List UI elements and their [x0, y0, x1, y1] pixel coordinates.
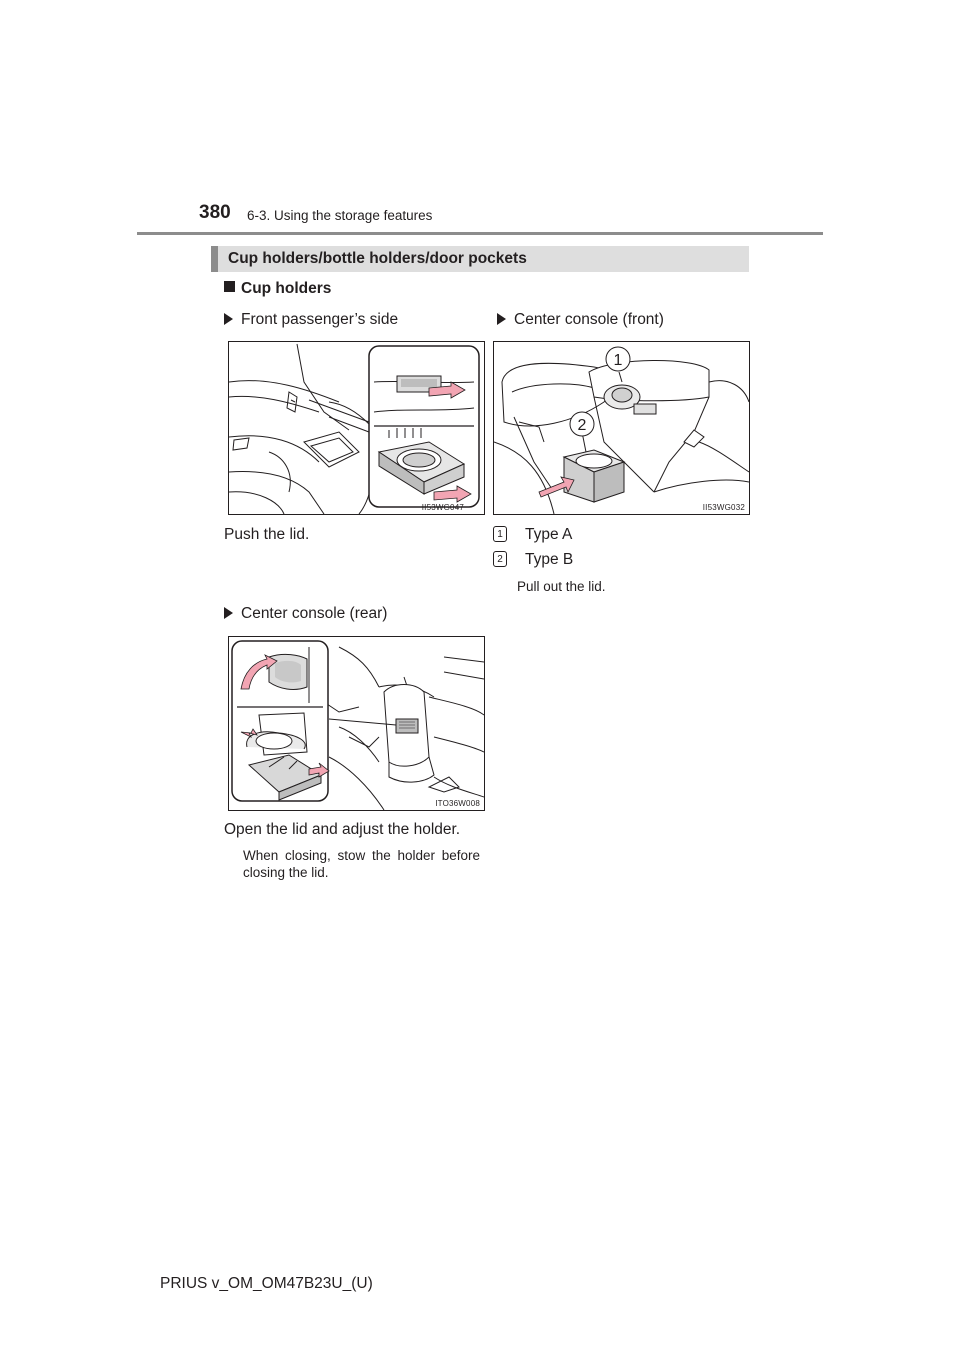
center-front-figure-code: II53WG032 [702, 503, 745, 512]
front-passenger-figure [228, 341, 485, 515]
center-front-item-2 [493, 551, 573, 569]
callout-1-text: 1 [613, 352, 623, 369]
center-front-note: Pull out the lid. [517, 579, 606, 594]
center-rear-caption: Open the lid and adjust the holder. [224, 821, 461, 838]
subheading-text: Cup holders [241, 280, 332, 297]
item-number-badge: 2 [493, 551, 507, 567]
center-rear-label [224, 605, 387, 623]
center-rear-label-text: Center console (rear) [241, 605, 388, 622]
footer-doc-id: PRIUS v_OM_OM47B23U_(U) [160, 1275, 373, 1292]
center-rear-note: When closing, stow the holder before closing the lid. [243, 848, 480, 880]
item-number-badge: 1 [493, 526, 507, 542]
section-heading [211, 246, 749, 272]
center-front-label [497, 311, 664, 329]
subheading [224, 280, 331, 298]
center-rear-figure [228, 636, 485, 811]
item-text: Type B [525, 551, 574, 568]
front-passenger-figure-code: II53WG047 [421, 503, 464, 512]
section-heading-text: Cup holders/bottle holders/door pockets [228, 250, 527, 267]
triangle-bullet-icon [497, 313, 506, 325]
center-front-item-1 [493, 526, 572, 544]
triangle-bullet-icon [224, 607, 233, 619]
inset-zoom [369, 346, 479, 507]
section-title: 6-3. Using the storage features [247, 208, 433, 223]
item-text: Type A [525, 526, 573, 543]
center-rear-illustration [229, 637, 484, 810]
center-front-figure [493, 341, 750, 515]
callout-2-text: 2 [577, 417, 587, 434]
front-passenger-label-text: Front passenger’s side [241, 311, 399, 328]
header-rule [137, 232, 823, 235]
square-bullet-icon [224, 281, 235, 292]
inset-zoom [232, 641, 329, 801]
callout-2 [570, 412, 594, 436]
front-passenger-caption: Push the lid. [224, 526, 310, 543]
center-front-label-text: Center console (front) [514, 311, 664, 328]
center-front-illustration [494, 342, 749, 514]
triangle-bullet-icon [224, 313, 233, 325]
callout-1 [606, 347, 630, 371]
front-passenger-illustration [229, 342, 484, 514]
center-rear-figure-code: ITO36W008 [435, 799, 480, 808]
front-passenger-label [224, 311, 398, 329]
page-number: 380 [199, 202, 231, 223]
